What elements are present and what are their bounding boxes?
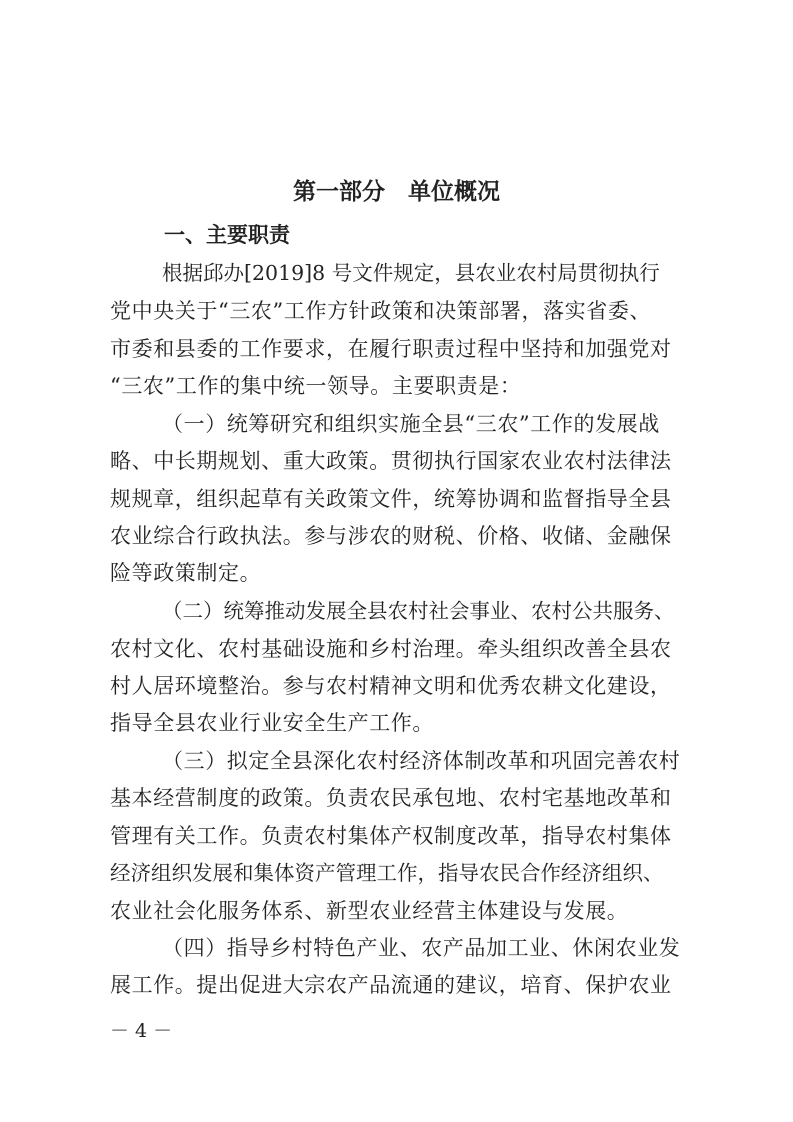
- paragraph-line: 略、中长期规划、重大政策。贯彻执行国家农业农村法律法: [110, 449, 672, 473]
- paragraph-line: 农村文化、农村基础设施和乡村治理。牵头组织改善全县农: [110, 637, 672, 661]
- paragraph-line: 管理有关工作。负责农村集体产权制度改革，指导农村集体: [110, 824, 672, 848]
- paragraph-line: （四）指导乡村特色产业、农产品加工业、休闲农业发: [162, 936, 681, 960]
- paragraph-line: “三农”工作的集中统一领导。主要职责是：: [110, 374, 522, 398]
- paragraph-line: 指导全县农业行业安全生产工作。: [110, 711, 434, 735]
- page-number: － 4 －: [110, 1020, 173, 1042]
- paragraph-line: 党中央关于“三农”工作方针政策和决策部署，落实省委、: [110, 299, 652, 323]
- paragraph-line: 经济组织发展和集体资产管理工作，指导农民合作经济组织、: [110, 861, 664, 885]
- paragraph-line: （三）拟定全县深化农村经济体制改革和巩固完善农村: [162, 749, 681, 773]
- paragraph-line: 农业社会化服务体系、新型农业经营主体建设与发展。: [110, 899, 629, 923]
- paragraph-line: 基本经营制度的政策。负责农民承包地、农村宅基地改革和: [110, 786, 672, 810]
- paragraph-line: 根据邱办[2019]8 号文件规定，县农业农村局贯彻执行: [162, 261, 660, 285]
- paragraph-line: （一）统筹研究和组织实施全县“三农”工作的发展战: [162, 412, 660, 436]
- paragraph-line: 市委和县委的工作要求，在履行职责过程中坚持和加强党对: [110, 337, 672, 361]
- paragraph-line: 村人居环境整治。参与农村精神文明和优秀农耕文化建设，: [110, 674, 672, 698]
- section-heading: 一、主要职责: [164, 223, 290, 247]
- paragraph-line: 规规章，组织起草有关政策文件，统筹协调和监督指导全县: [110, 487, 672, 511]
- paragraph-line: 农业综合行政执法。参与涉农的财税、价格、收储、金融保: [110, 524, 672, 548]
- paragraph-line: 展工作。提出促进大宗农产品流通的建议，培育、保护农业: [110, 973, 672, 997]
- paragraph-line: （二）统筹推动发展全县农村社会事业、农村公共服务、: [162, 599, 675, 623]
- paragraph-line: 险等政策制定。: [110, 561, 262, 585]
- page-title: 第一部分 单位概况: [293, 179, 500, 205]
